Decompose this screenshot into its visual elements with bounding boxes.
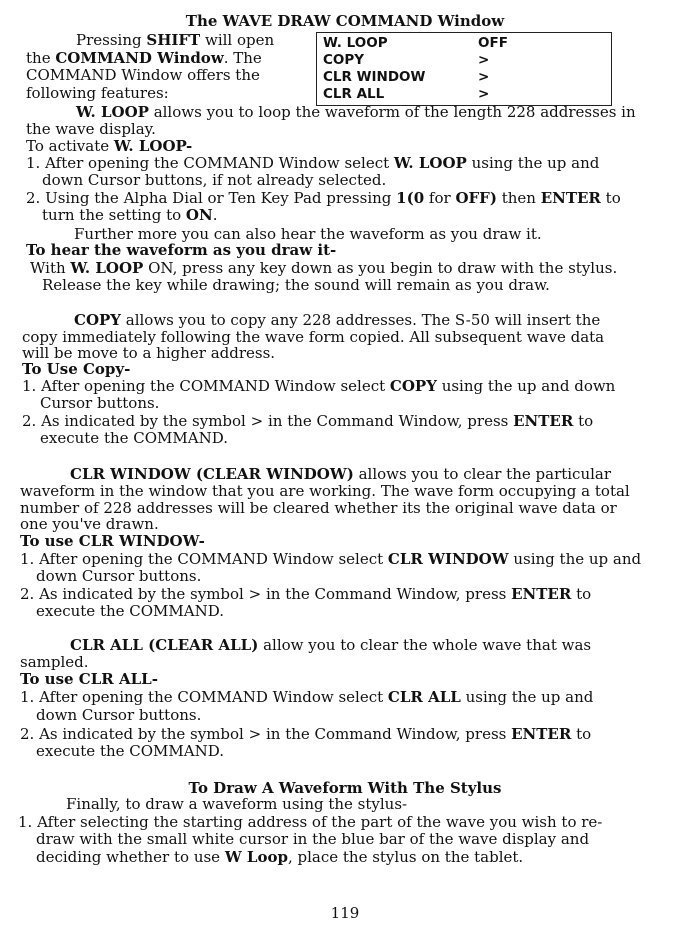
text: for	[424, 189, 456, 207]
command-label: CLR WINDOW	[323, 69, 426, 85]
text-bold: ENTER	[540, 189, 601, 207]
text: 2. As indicated by the symbol > in the Command Window, press	[22, 412, 514, 430]
copy-step-1	[22, 378, 690, 395]
command-label: CLR ALL	[323, 86, 385, 102]
command-window-illustration	[316, 32, 612, 106]
text-bold: W Loop	[224, 848, 288, 866]
text-bold: COMMAND Window	[55, 48, 224, 67]
text-bold: OFF)	[455, 189, 497, 207]
clrall-step-1	[20, 689, 690, 706]
text: 1. After opening the COMMAND Window select	[26, 154, 394, 172]
wloop-line-2: the wave display.	[26, 120, 156, 138]
clrall-subheading: To use CLR ALL-	[20, 670, 158, 688]
text: 1. After opening the COMMAND Window select	[20, 688, 388, 706]
text: ON, press any key down as you begin to draw with the stylus.	[143, 259, 618, 277]
text: 1. After opening the COMMAND Window select	[22, 377, 390, 395]
text: to	[573, 412, 594, 430]
wloop-line-1	[76, 104, 690, 121]
text: To activate	[26, 137, 114, 155]
stylus-step-1-cont-2	[36, 849, 690, 866]
command-row-clr-all	[323, 86, 607, 103]
command-label: COPY	[323, 52, 365, 68]
wloop-step-2-cont	[42, 207, 690, 224]
text-bold: ON	[185, 206, 213, 224]
text: .	[212, 206, 218, 224]
copy-line-1	[74, 312, 690, 329]
copy-step-1-cont: Cursor buttons.	[40, 394, 160, 412]
wloop-step-1	[26, 155, 690, 172]
copy-line-2: copy immediately following the wave form copied. All subsequent wave data	[22, 328, 605, 346]
clrall-line-1	[70, 637, 690, 654]
text-bold: ENTER	[513, 412, 574, 430]
stylus-heading: To Draw A Waveform With The Stylus	[188, 779, 502, 797]
command-value: >	[478, 69, 490, 85]
clrwindow-line-2: waveform in the window that you are working. The wave form occupying a total	[20, 482, 630, 500]
text-bold: ENTER	[511, 725, 572, 743]
text: using the up and	[508, 550, 642, 568]
text-bold: 1(0	[396, 189, 425, 207]
text: will open	[200, 31, 275, 49]
text-bold: CLR WINDOW (CLEAR WINDOW)	[70, 465, 354, 483]
clrwindow-line-1	[70, 466, 690, 483]
clrwindow-line-3: number of 228 addresses will be cleared whether its the original wave data or	[20, 499, 617, 517]
clrall-step-2	[20, 726, 690, 743]
wloop-hear-line-2: Release the key while drawing; the sound will remain as you draw.	[42, 276, 550, 294]
text-bold: W. LOOP	[70, 259, 144, 277]
text-bold: W. LOOP	[393, 154, 467, 172]
clrall-line-2: sampled.	[20, 653, 89, 671]
text: allows you to clear the particular	[353, 465, 612, 483]
text: to	[571, 725, 592, 743]
command-value: OFF	[478, 35, 508, 51]
text: With	[30, 259, 71, 277]
text-bold: CLR ALL (CLEAR ALL)	[70, 636, 259, 654]
wloop-subheading: To hear the waveform as you draw it-	[26, 241, 337, 259]
text-bold: SHIFT	[146, 31, 201, 49]
text: to	[571, 585, 592, 603]
clrall-step-2-cont: execute the COMMAND.	[36, 742, 224, 760]
text-bold: CLR WINDOW	[387, 550, 509, 568]
text-bold: W. LOOP	[76, 103, 149, 121]
text: turn the setting to	[42, 206, 186, 224]
stylus-line-1: Finally, to draw a waveform using the stylus-	[66, 795, 408, 813]
text: , place the stylus on the tablet.	[287, 848, 524, 866]
text: allows you to loop the waveform of the length 228 addresses in	[148, 103, 636, 121]
text-bold: ENTER	[511, 585, 572, 603]
command-row-wloop	[323, 35, 607, 52]
text-bold: COPY	[74, 311, 121, 329]
text: using the up and	[466, 154, 600, 172]
wloop-hear-line-1	[30, 260, 690, 277]
text: deciding whether to use	[36, 848, 225, 866]
clrwindow-line-4: one you've drawn.	[20, 515, 159, 533]
wloop-further: Further more you can also hear the waveform as you draw it.	[74, 225, 542, 243]
clrall-step-1-cont: down Cursor buttons.	[36, 706, 202, 724]
copy-line-3: will be move to a higher address.	[22, 344, 276, 362]
text: following features:	[26, 83, 169, 102]
intro-paragraph	[26, 32, 316, 102]
stylus-step-1-cont-1: draw with the small white cursor in the blue bar of the wave display and	[36, 830, 590, 848]
command-row-clr-window	[323, 69, 607, 86]
text: the	[26, 48, 56, 67]
text: to	[600, 189, 621, 207]
copy-step-2-cont: execute the COMMAND.	[40, 429, 228, 447]
command-value: >	[478, 52, 490, 68]
clrwindow-step-1	[20, 551, 690, 568]
text: allows you to copy any 228 addresses. The S-50 will insert the	[121, 311, 601, 329]
text: Pressing	[76, 31, 147, 49]
text: 2. As indicated by the symbol > in the Command Window, press	[20, 725, 512, 743]
text-bold: CLR ALL	[387, 688, 461, 706]
wloop-step-1-cont: down Cursor buttons, if not already selected.	[42, 171, 387, 189]
clrwindow-step-2	[20, 586, 690, 603]
clrwindow-step-2-cont: execute the COMMAND.	[36, 602, 224, 620]
text: using the up and down	[436, 377, 616, 395]
stylus-step-1: 1. After selecting the starting address of the part of the wave you wish to re-	[18, 813, 603, 831]
text: using the up and	[460, 688, 594, 706]
command-label: W. LOOP	[323, 35, 388, 51]
text: allow you to clear the whole wave that was	[258, 636, 592, 654]
page-number: 119	[330, 904, 360, 922]
text: 1. After opening the COMMAND Window select	[20, 550, 388, 568]
text-bold: W. LOOP-	[113, 137, 193, 155]
text: COMMAND Window offers the	[26, 66, 260, 84]
text: 2. Using the Alpha Dial or Ten Key Pad pressing	[26, 189, 397, 207]
text-bold: COPY	[389, 377, 437, 395]
text: then	[496, 189, 541, 207]
clrwindow-step-1-cont: down Cursor buttons.	[36, 567, 202, 585]
text: . The	[223, 48, 262, 67]
page-title: The WAVE DRAW COMMAND Window	[185, 12, 505, 30]
text: 2. As indicated by the symbol > in the Command Window, press	[20, 585, 512, 603]
command-row-copy	[323, 52, 607, 69]
copy-step-2	[22, 413, 690, 430]
wloop-line-3	[26, 138, 690, 155]
command-value: >	[478, 86, 490, 102]
clrwindow-subheading: To use CLR WINDOW-	[20, 532, 205, 550]
copy-subheading: To Use Copy-	[22, 360, 131, 378]
wloop-step-2	[26, 190, 690, 207]
